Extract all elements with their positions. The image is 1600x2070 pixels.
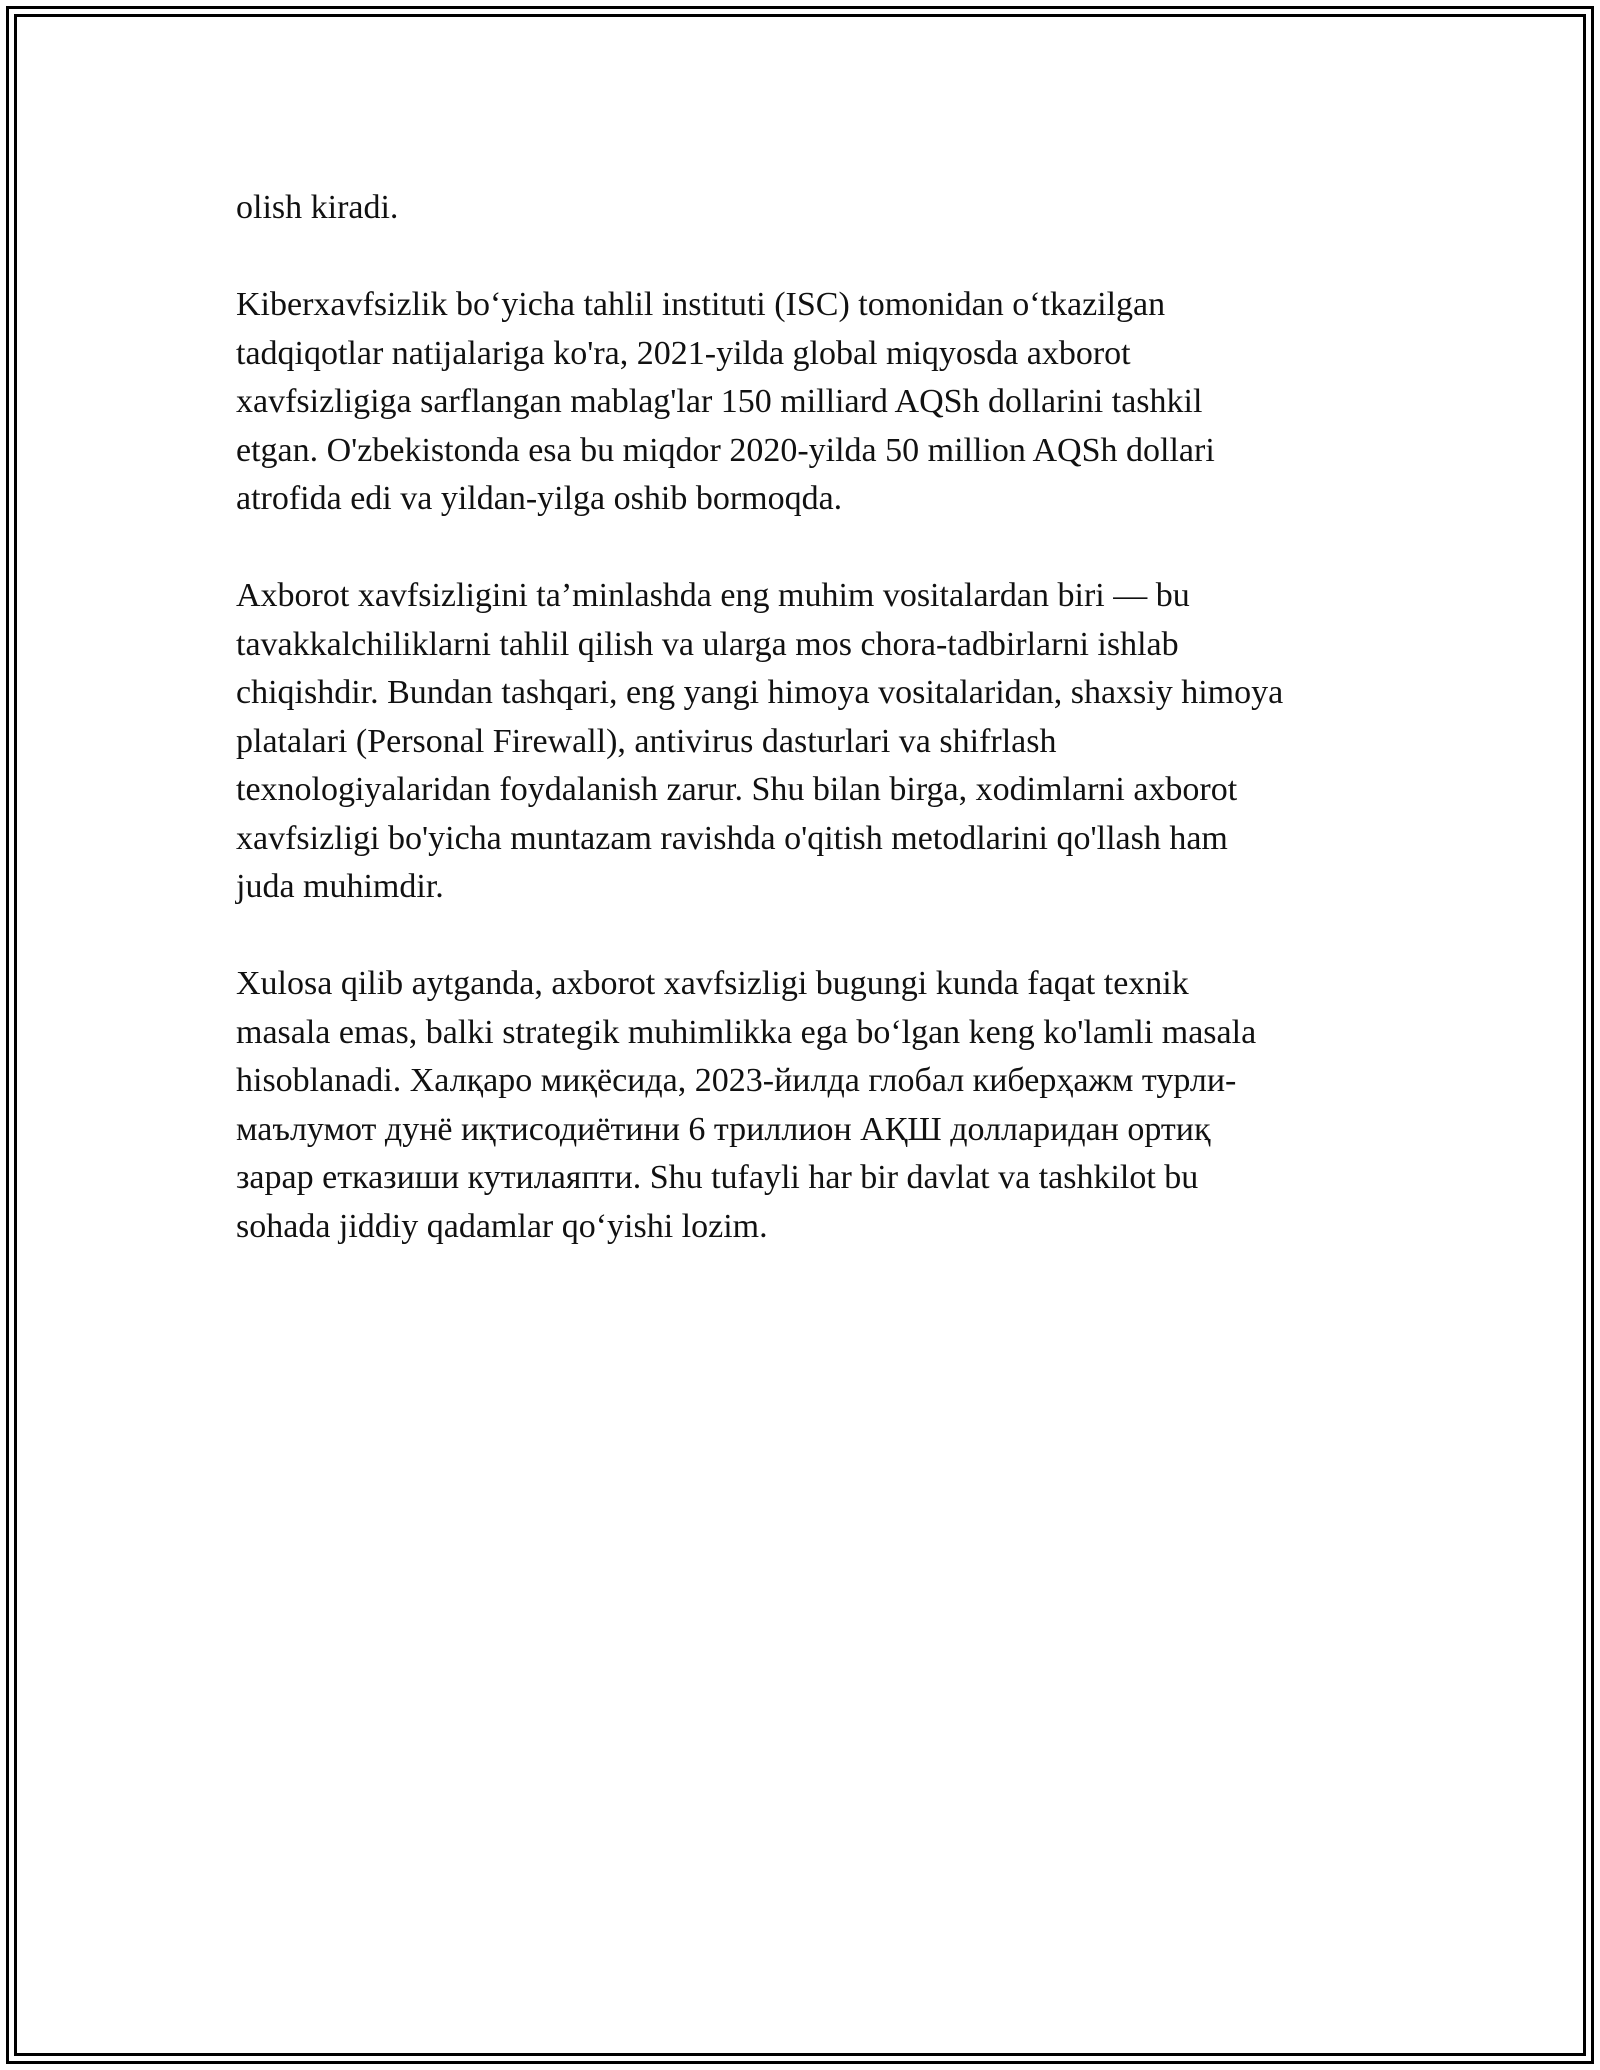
document-body <box>236 184 1376 1300</box>
paragraph-conclusion: Xulosa qilib aytganda, axborot xavfsizligi bugungi kunda faqat texnik masala emas, balki strategik muhimlikka ega bo‘lgan keng ko'lamli masala hisoblanadi. Халқаро миқёсида, 2023-йилда глобал киберҳажм турли- маълумот дунё иқтисодиётини 6 триллион АҚШ долларидан ортиқ зарар етказиши кутилаяпти. Shu tufayli har bir davlat va tashkilot bu sohada jiddiy qadamlar qo‘yishi lozim. <box>236 965 1257 1245</box>
paragraph-continuation: olish kiradi. <box>236 189 399 226</box>
paragraph-security-tools: Axborot xavfsizligini ta’minlashda eng muhim vositalardan biri — bu tavakkalchiliklarni tahlil qilish va ularga mos chora-tadbirlarni ishlab chiqishdir. Bundan tashqari, eng yangi himoya vositalaridan, shaxsiy himoya platalari (Personal Firewall), antivirus dasturlari va shifrlash texnologiyalaridan foydalanish zarur. Shu bilan birga, xodimlarni axborot xavfsizligi bo'yicha muntazam ravishda o'qitish metodlarini qo'llash ham juda muhimdir. <box>236 577 1284 905</box>
paragraph-isc-research: Kiberxavfsizlik bo‘yicha tahlil instituti (ISC) tomonidan o‘tkazilgan tadqiqotlar natijalariga ko'ra, 2021-yilda global miqyosda axborot xavfsizligiga sarflangan mablag'lar 150 milliard AQSh dollarini tashkil etgan. O'zbekistonda esa bu miqdor 2020-yilda 50 million AQSh dollari atrofida edi va yildan-yilga oshib bormoqda. <box>236 286 1215 517</box>
